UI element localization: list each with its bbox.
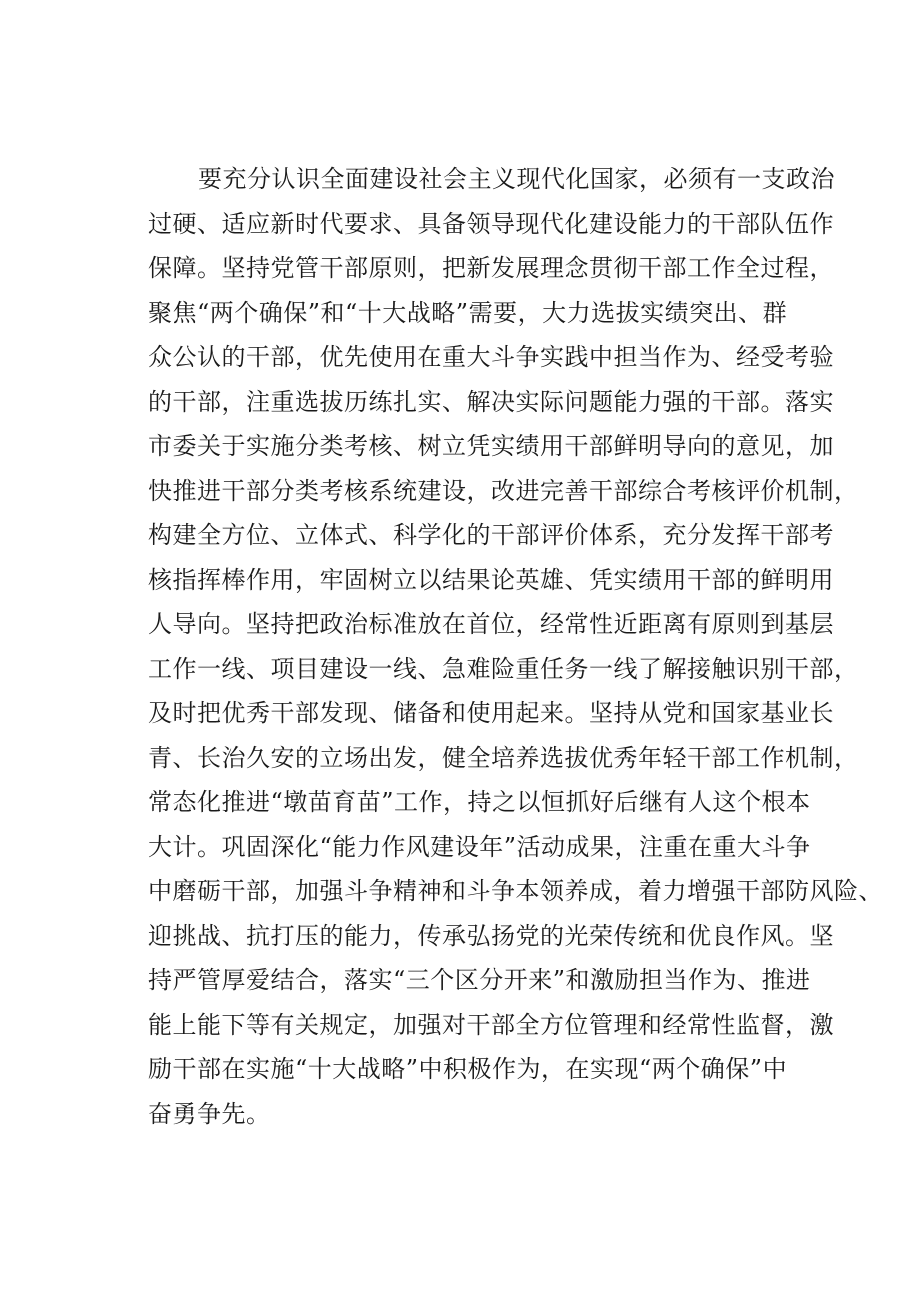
paragraph-line: 迎挑战、抗打压的能力，传承弘扬党的光荣传统和优良作风。坚 bbox=[148, 921, 834, 950]
paragraph-line: 众公认的干部，优先使用在重大斗争实践中担当作为、经受考验 bbox=[148, 343, 834, 371]
body-paragraph bbox=[148, 157, 883, 1136]
paragraph-line: 人导向。坚持把政治标准放在首位，经常性近距离有原则到基层 bbox=[148, 610, 834, 638]
paragraph-line: 常态化推进“墩苗育苗”工作，持之以恒抓好后继有人这个根本 bbox=[148, 788, 811, 816]
paragraph-line: 保障。坚持党管干部原则，把新发展理念贯彻干部工作全过程， bbox=[148, 254, 834, 282]
paragraph-line: 的干部，注重选拔历练扎实、解决实际问题能力强的干部。落实 bbox=[148, 387, 834, 416]
paragraph-line: 青、长治久安的立场出发，健全培养选拔优秀年轻干部工作机制， bbox=[148, 743, 859, 772]
paragraph-line: 构建全方位、立体式、科学化的干部评价体系，充分发挥干部考 bbox=[148, 521, 834, 549]
paragraph-line: 能上能下等有关规定，加强对干部全方位管理和经常性监督，激 bbox=[148, 1010, 834, 1039]
paragraph-line: 及时把优秀干部发现、储备和使用起来。坚持从党和国家基业长 bbox=[148, 699, 834, 727]
paragraph-line: 要充分认识全面建设社会主义现代化国家，必须有一支政治 bbox=[198, 165, 835, 193]
paragraph-line: 奋勇争先。 bbox=[148, 1099, 271, 1128]
paragraph-line: 中磨砺干部，加强斗争精神和斗争本领养成，着力增强干部防风险、 bbox=[148, 877, 883, 905]
paragraph-line: 聚焦“两个确保”和“十大战略”需要，大力选拔实绩突出、群 bbox=[148, 298, 788, 327]
paragraph-line: 市委关于实施分类考核、树立凭实绩用干部鲜明导向的意见，加 bbox=[148, 432, 834, 460]
paragraph-line: 核指挥棒作用，牢固树立以结果论英雄、凭实绩用干部的鲜明用 bbox=[148, 565, 834, 594]
paragraph-line: 持严管厚爱结合，落实“三个区分开来”和激励担当作为、推进 bbox=[148, 966, 811, 994]
paragraph-line: 快推进干部分类考核系统建设，改进完善干部综合考核评价机制， bbox=[148, 476, 859, 505]
paragraph-line: 工作一线、项目建设一线、急难险重任务一线了解接触识别干部， bbox=[148, 654, 859, 683]
paragraph-line: 大计。巩固深化“能力作风建设年”活动成果，注重在重大斗争 bbox=[148, 832, 811, 861]
paragraph-line: 过硬、适应新时代要求、具备领导现代化建设能力的干部队伍作 bbox=[148, 209, 834, 238]
paragraph-line: 励干部在实施“十大战略”中积极作为，在实现“两个确保”中 bbox=[148, 1055, 788, 1083]
